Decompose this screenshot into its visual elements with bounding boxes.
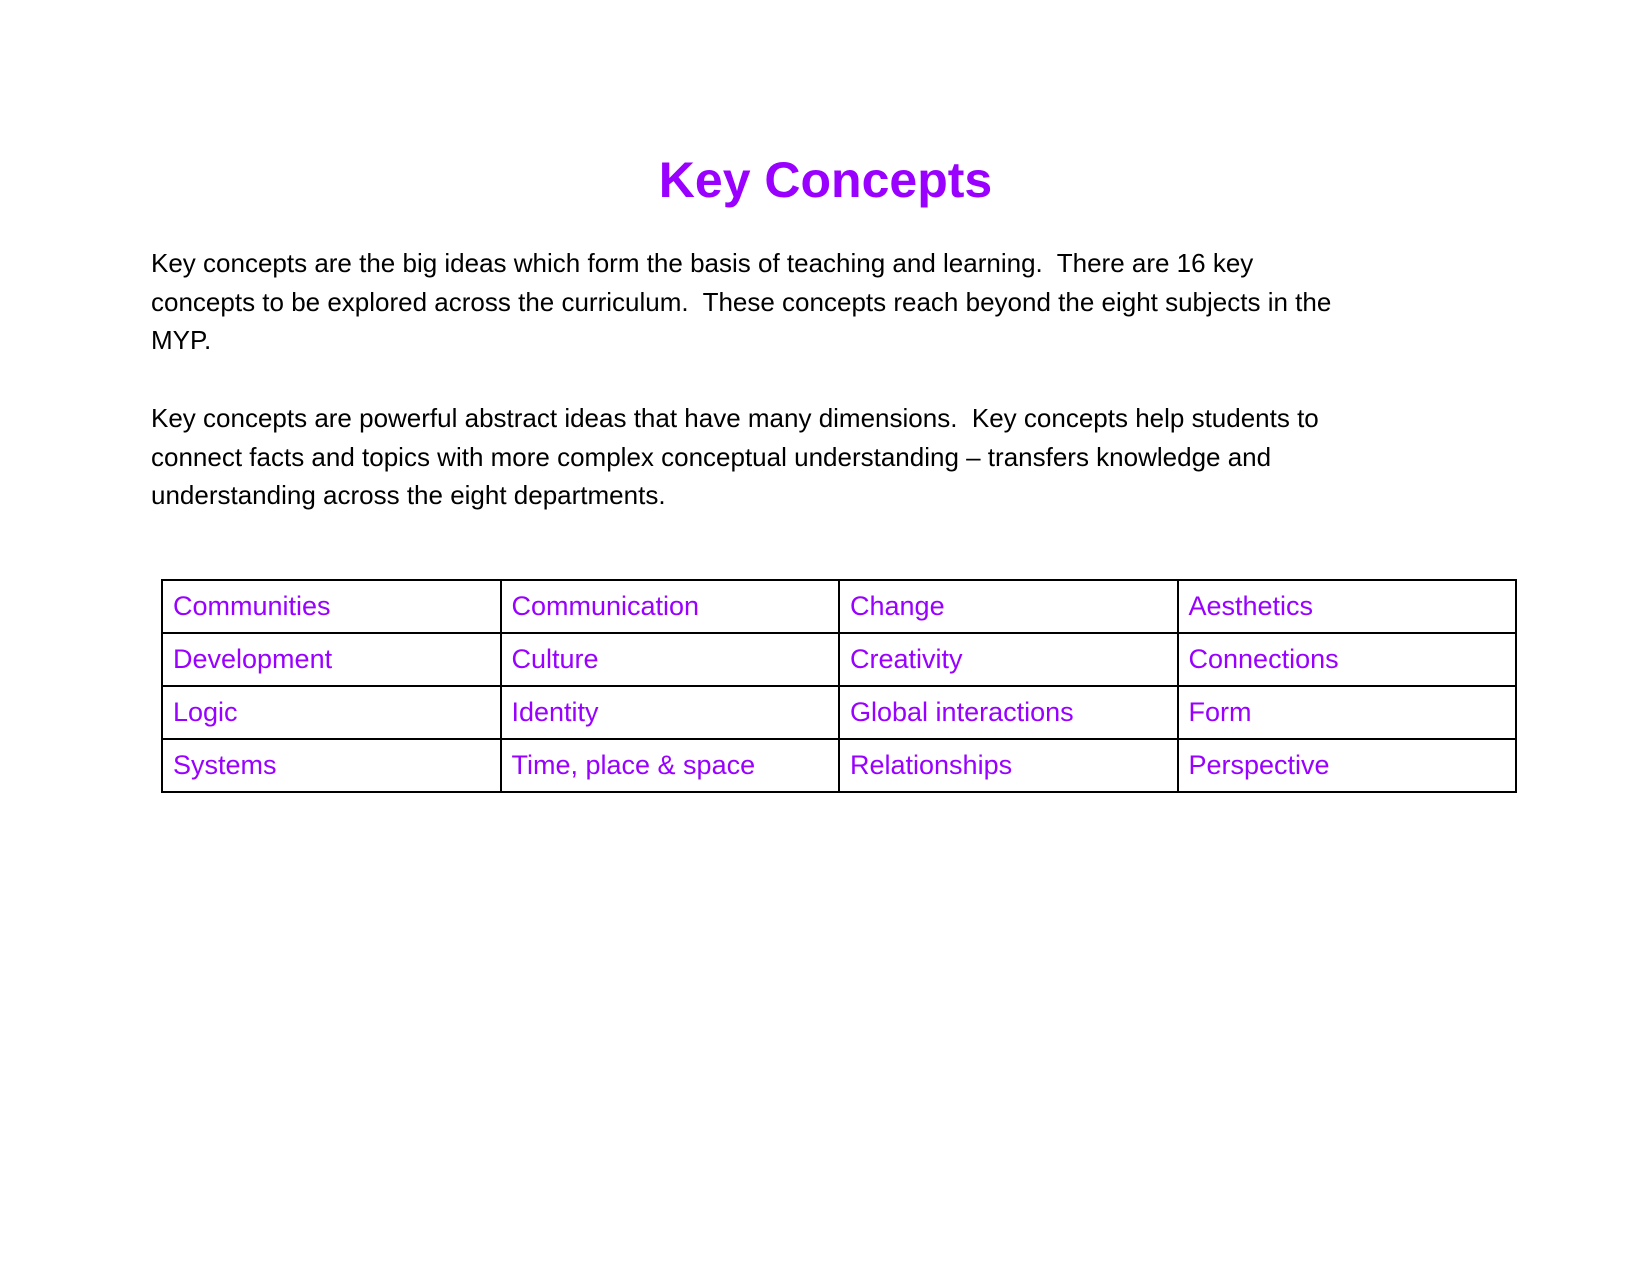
- table-cell: Form: [1178, 686, 1517, 739]
- table-cell: Connections: [1178, 633, 1517, 686]
- table-cell: Aesthetics: [1178, 580, 1517, 633]
- page-title: Key Concepts: [658, 152, 993, 208]
- table-cell: Change: [839, 580, 1178, 633]
- table-cell: Perspective: [1178, 739, 1517, 792]
- table-cell: Creativity: [839, 633, 1178, 686]
- table-row: [162, 633, 1516, 686]
- table-cell: Logic: [162, 686, 501, 739]
- table-row: [162, 739, 1516, 792]
- table-cell: Culture: [501, 633, 840, 686]
- table-cell: Communities: [162, 580, 501, 633]
- intro-paragraph: Key concepts are the big ideas which form the basis of teaching and learning. There are 16 key concepts to be explored across the curriculum. These concepts reach beyond the eight subjects in the MYP.: [151, 248, 1332, 355]
- table-cell: Global interactions: [839, 686, 1178, 739]
- table-cell: Time, place & space: [501, 739, 840, 792]
- description-paragraph: Key concepts are powerful abstract ideas that have many dimensions. Key concepts help students to connect facts and topics with more complex conceptual understanding – transfers knowledge and understanding across the eight departments.: [151, 403, 1319, 510]
- table-row: [162, 686, 1516, 739]
- table-cell: Relationships: [839, 739, 1178, 792]
- table-cell: Systems: [162, 739, 501, 792]
- key-concepts-table: [161, 579, 1517, 793]
- table-cell: Communication: [501, 580, 840, 633]
- table-row: [162, 580, 1516, 633]
- table-cell: Development: [162, 633, 501, 686]
- table-cell: Identity: [501, 686, 840, 739]
